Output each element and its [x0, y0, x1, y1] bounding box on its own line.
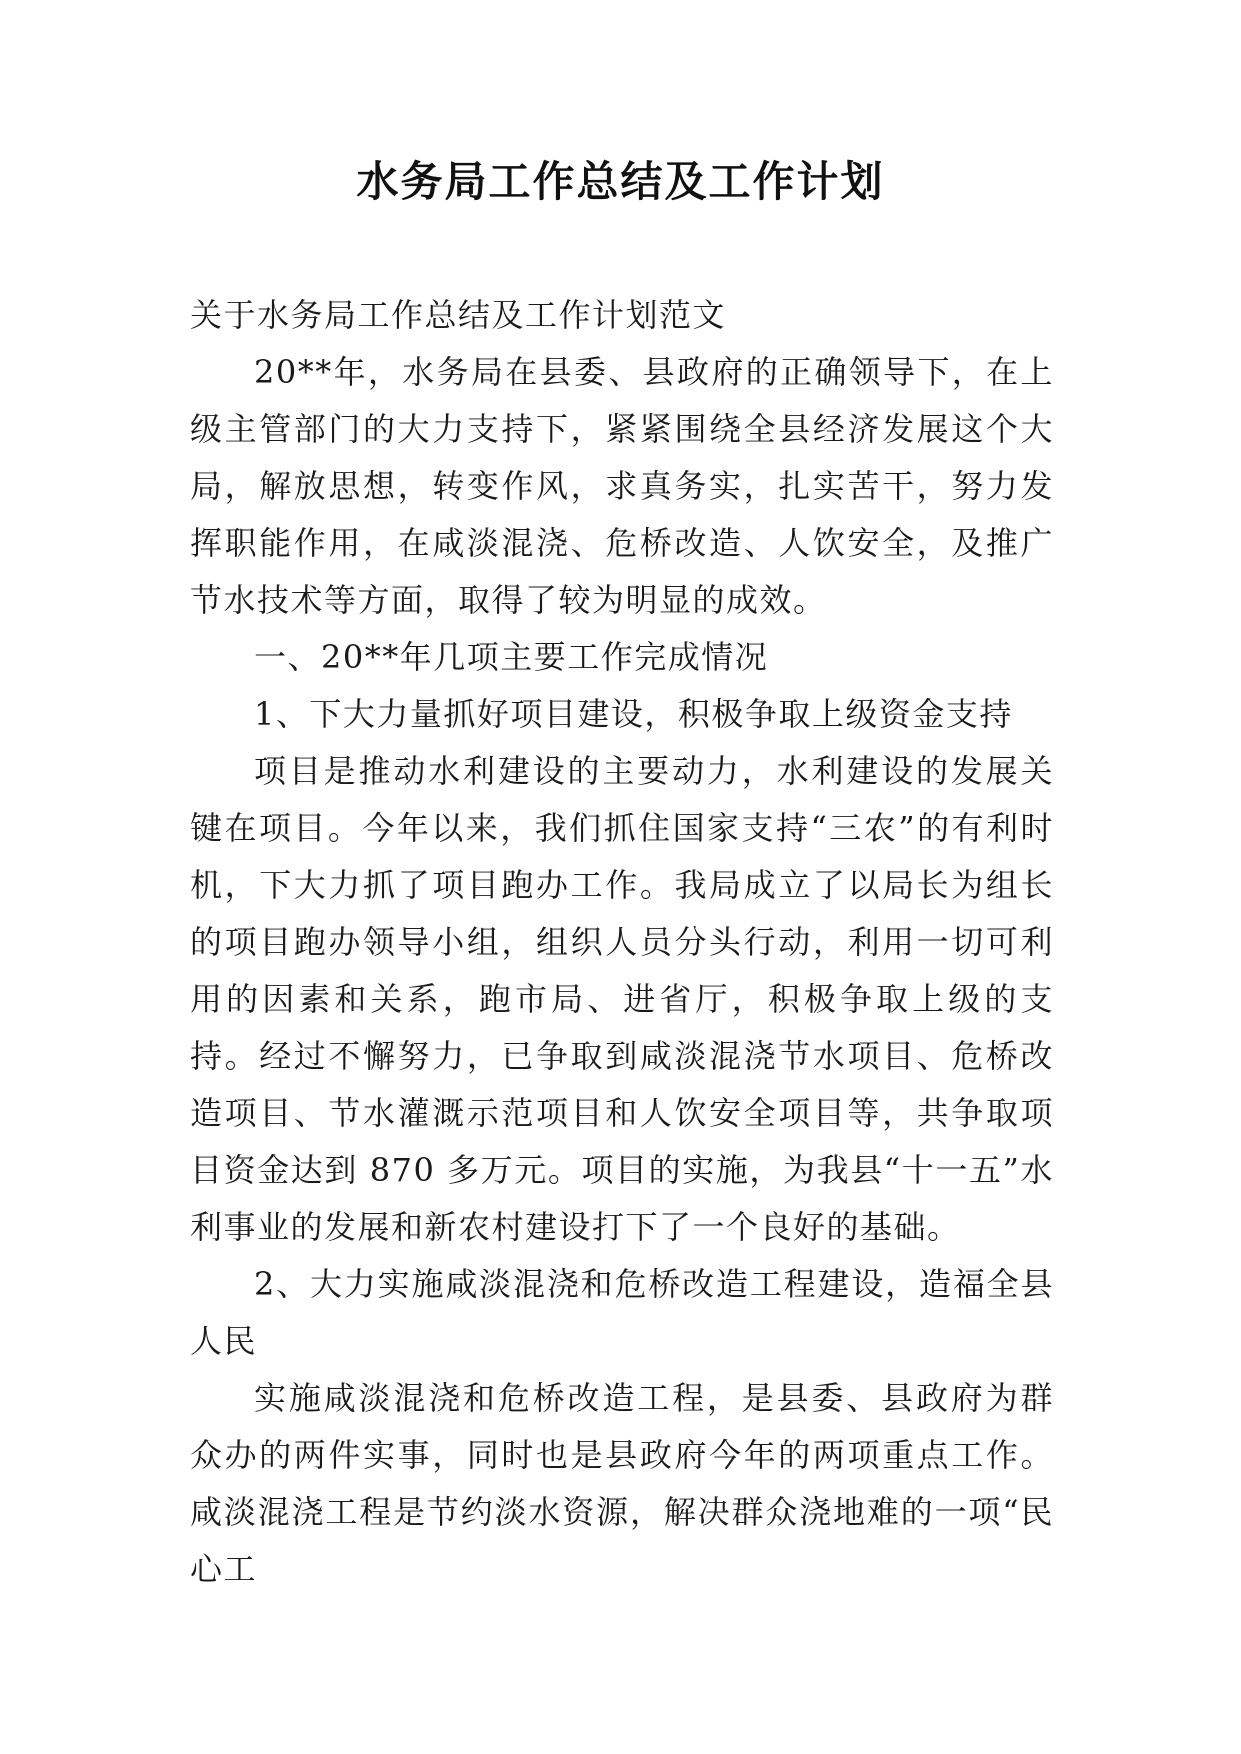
body-paragraph-1: 项目是推动水利建设的主要动力，水利建设的发展关键在项目。今年以来，我们抓住国家支持“三农”的有利时机，下大力抓了项目跑办工作。我局成立了以局长为组长的项目跑办领导小组，组织人员分头行动，利用一切可利用的因素和关系，跑市局、进省厅，积极争取上级的支持。经过不懈努力，已争取到咸淡混浇节水项目、危桥改造项目、节水灌溉示范项目和人饮安全项目等，共争取项目资金达到 870 多万元。项目的实施，为我县“十一五”水利事业的发展和新农村建设打下了一个良好的基础。 [190, 752, 1054, 1246]
subsection-heading-1: 1、下大力量抓好项目建设，积极争取上级资金支持 [254, 695, 1013, 733]
document-title: 水务局工作总结及工作计划 [356, 157, 885, 206]
body-paragraph-2: 实施咸淡混浇和危桥改造工程，是县委、县政府为群众办的两件实事，同时也是县政府今年的两项重点工作。咸淡混浇工程是节约淡水资源，解决群众浇地难的一项“民心工 [190, 1379, 1054, 1588]
section-heading: 一、20**年几项主要工作完成情况 [254, 638, 769, 676]
document-body [190, 287, 1054, 1598]
subtitle-paragraph: 关于水务局工作总结及工作计划范文 [190, 296, 727, 334]
subsection-heading-2: 2、大力实施咸淡混浇和危桥改造工程建设，造福全县人民 [190, 1265, 1054, 1360]
intro-paragraph: 20**年，水务局在县委、县政府的正确领导下，在上级主管部门的大力支持下，紧紧围绕全县经济发展这个大局，解放思想，转变作风，求真务实，扎实苦干，努力发挥职能作用，在咸淡混浇、危桥改造、人饮安全，及推广节水技术等方面，取得了较为明显的成效。 [190, 353, 1054, 619]
